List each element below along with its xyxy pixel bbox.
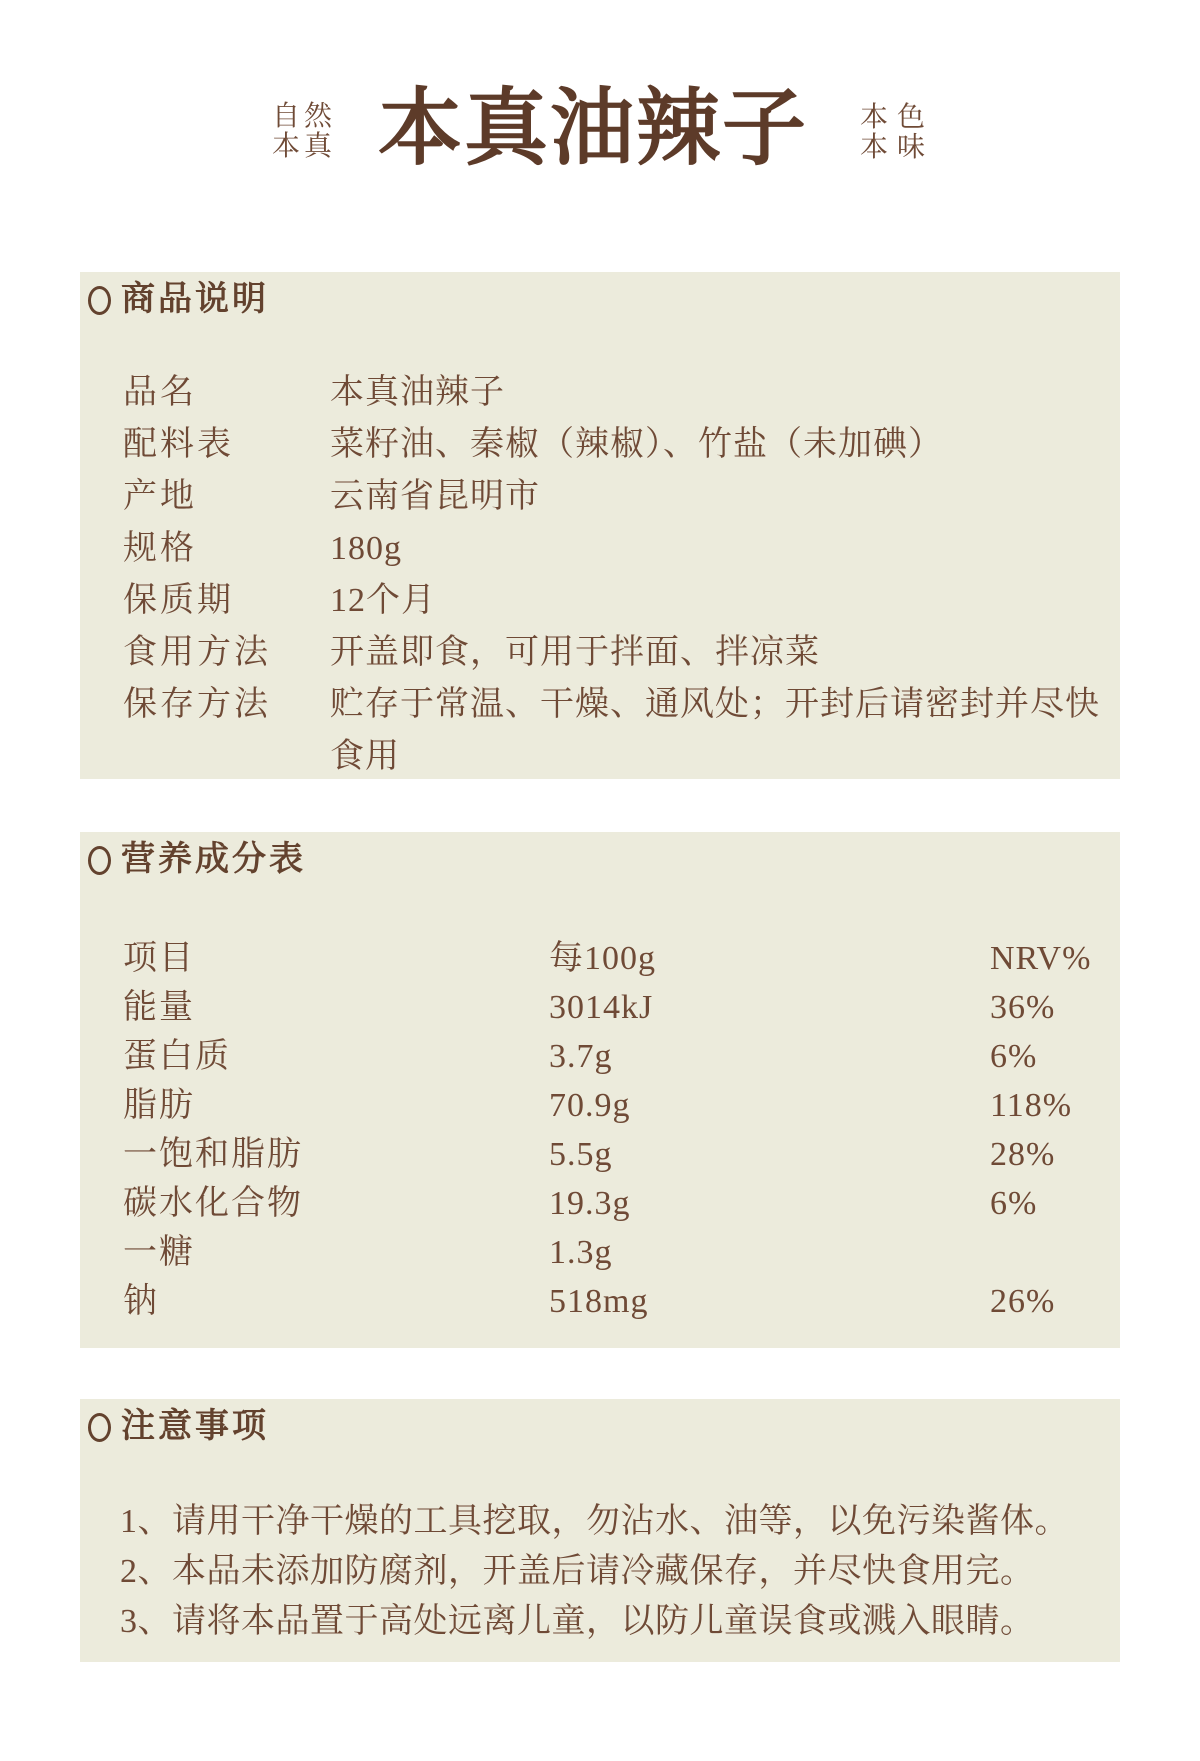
nutrient-nrv	[990, 1228, 1100, 1277]
nutrient-amount: 3014kJ	[549, 989, 654, 1026]
circle-bullet-icon	[88, 846, 111, 875]
notices-heading-label: 注意事项	[121, 1408, 269, 1445]
table-row	[123, 1081, 1100, 1130]
notices-panel	[80, 1399, 1120, 1662]
table-row	[123, 1032, 1100, 1081]
info-label: 保存方法	[123, 686, 271, 723]
nutrition-panel	[80, 832, 1120, 1348]
table-row	[123, 575, 1100, 627]
nutrient-name: 蛋白质	[123, 1038, 231, 1075]
list-item: 2、本品未添加防腐剂，开盖后请冷藏保存，并尽快食用完。	[120, 1553, 1035, 1590]
nutrient-nrv: 26%	[990, 1283, 1056, 1320]
left-tagline-line1: 自然	[272, 101, 337, 132]
table-row	[123, 1277, 1100, 1326]
table-row	[123, 1179, 1100, 1228]
info-value: 开盖即食，可用于拌面、拌凉菜	[330, 634, 820, 671]
nutrient-name: 能量	[123, 989, 195, 1026]
notice-list	[120, 1497, 1100, 1647]
nutrient-amount: 3.7g	[549, 1038, 613, 1075]
product-info-rows	[123, 367, 1100, 779]
column-header: 项目	[123, 940, 195, 977]
list-item: 1、请用干净干燥的工具挖取，勿沾水、油等，以免污染酱体。	[120, 1503, 1069, 1540]
notices-heading	[88, 1407, 1120, 1447]
nutrient-amount: 1.3g	[549, 1234, 613, 1271]
info-value: 12个月	[330, 582, 436, 619]
product-info-heading	[88, 280, 1120, 320]
right-tagline-line1: 本色	[860, 102, 935, 133]
nutrient-amount: 518mg	[549, 1283, 649, 1320]
info-value: 180g	[330, 530, 402, 567]
nutrient-nrv: 36%	[990, 989, 1056, 1026]
nutrient-name: 一糖	[123, 1234, 195, 1271]
nutrient-name: 钠	[123, 1283, 159, 1320]
table-row	[123, 983, 1100, 1032]
info-value: 云南省昆明市	[330, 478, 540, 515]
nutrient-amount: 5.5g	[549, 1136, 613, 1173]
circle-bullet-icon	[88, 286, 111, 315]
table-row	[123, 419, 1100, 471]
table-row	[123, 627, 1100, 679]
nutrient-name: 碳水化合物	[123, 1185, 303, 1222]
table-row	[123, 523, 1100, 575]
nutrient-name: 一饱和脂肪	[123, 1136, 303, 1173]
nutrient-amount: 19.3g	[549, 1185, 631, 1222]
info-label: 食用方法	[123, 634, 271, 671]
info-label: 产地	[123, 478, 197, 515]
right-tagline-line2: 本味	[860, 132, 935, 163]
info-value: 本真油辣子	[330, 374, 505, 411]
table-row	[123, 471, 1100, 523]
left-tagline	[272, 102, 336, 162]
nutrient-nrv: 118%	[990, 1087, 1073, 1124]
table-row	[123, 679, 1100, 779]
nutrient-nrv: 28%	[990, 1136, 1056, 1173]
info-value: 菜籽油、秦椒（辣椒）、竹盐（未加碘）	[330, 426, 943, 463]
page-title: 本真油辣子	[378, 83, 809, 176]
left-tagline-line2: 本真	[272, 131, 337, 162]
nutrition-header-row	[123, 934, 1100, 983]
nutrient-nrv: 6%	[990, 1185, 1038, 1222]
info-label: 品名	[123, 374, 197, 411]
table-row	[123, 367, 1100, 419]
info-label: 配料表	[123, 426, 234, 463]
product-info-heading-label: 商品说明	[121, 281, 269, 318]
list-item: 3、请将本品置于高处远离儿童，以防儿童误食或溅入眼睛。	[120, 1603, 1035, 1640]
right-tagline	[860, 103, 934, 163]
nutrient-nrv: 6%	[990, 1038, 1038, 1075]
product-info-panel	[80, 272, 1120, 779]
column-header: NRV%	[990, 940, 1092, 977]
table-row	[123, 1228, 1100, 1277]
info-value: 贮存于常温、干燥、通风处；开封后请密封并尽快食用	[330, 686, 1100, 775]
circle-bullet-icon	[88, 1413, 111, 1442]
column-header: 每100g	[549, 940, 656, 977]
info-label: 保质期	[123, 582, 234, 619]
table-row	[123, 1130, 1100, 1179]
nutrition-heading-label: 营养成分表	[121, 841, 306, 878]
info-label: 规格	[123, 530, 197, 567]
nutrient-name: 脂肪	[123, 1087, 195, 1124]
nutrition-table	[123, 934, 1100, 1326]
nutrient-amount: 70.9g	[549, 1087, 631, 1124]
nutrition-heading	[88, 840, 1120, 880]
